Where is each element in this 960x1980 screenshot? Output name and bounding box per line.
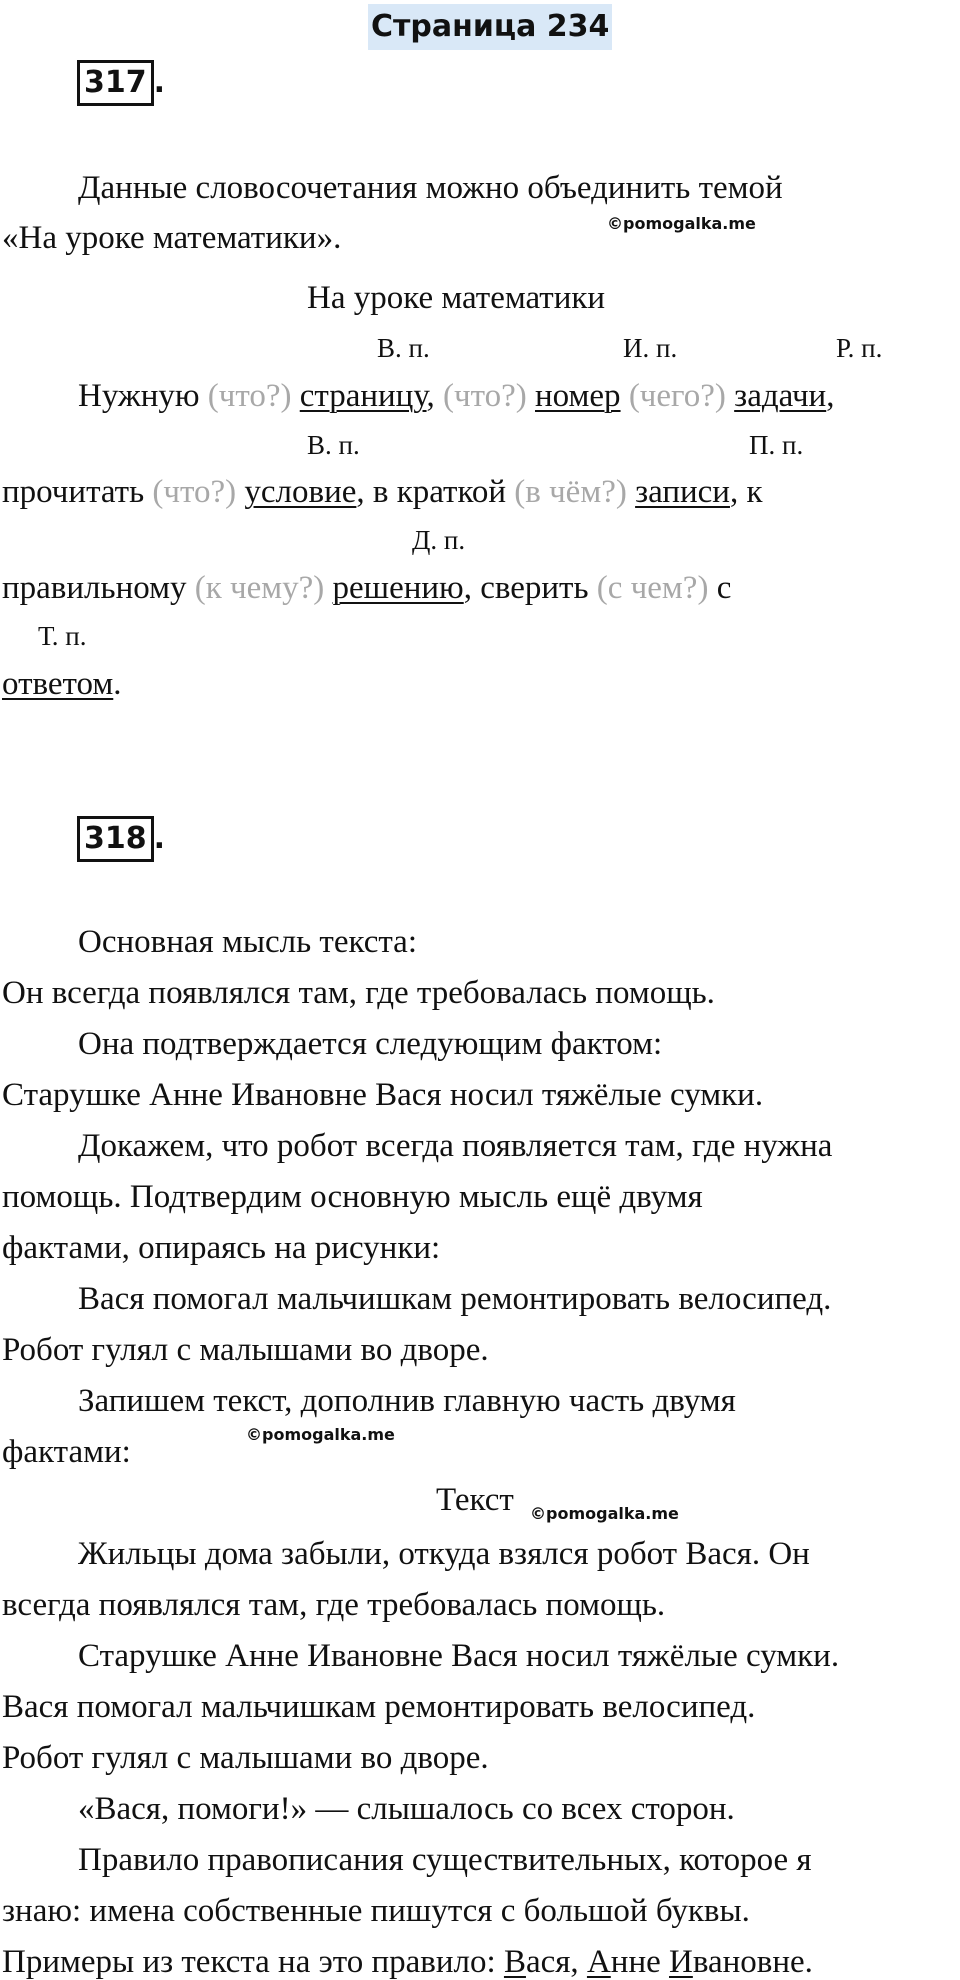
text-line: Вася помогал мальчишкам ремонтировать велосипед. [2, 1689, 756, 1725]
question-hint: (что?) [207, 378, 300, 414]
text-heading: Текст [436, 1482, 514, 1518]
examples-line: Примеры из текста на это правило: Вася, Анне Ивановне. [2, 1944, 813, 1980]
watermark: ©pomogalka.me [607, 214, 756, 233]
question-hint: (что?) [152, 474, 245, 510]
ex318-line: фактами, опираясь на рисунки: [2, 1230, 441, 1266]
text-line: Правило правописания существительных, которое я [78, 1842, 812, 1878]
text-line: знаю: имена собственные пишутся с большой буквы. [2, 1893, 750, 1929]
case-label: И. п. [623, 333, 678, 363]
ex317-line3: правильному (к чему?) решению, сверить (с чем?) с [2, 570, 732, 606]
question-hint: (что?) [443, 378, 535, 414]
text-line: Робот гулял с малышами во дворе. [2, 1740, 489, 1776]
exercise-318-number: 318 . [77, 816, 165, 862]
question-hint: (к чему?) [194, 570, 333, 606]
noun: условие [244, 474, 357, 510]
ex317-intro-line1: Данные словосочетания можно объединить темой [78, 170, 783, 206]
ex318-line: Основная мысль текста: [78, 924, 417, 960]
ex318-line: Робот гулял с малышами во дворе. [2, 1332, 489, 1368]
noun: решению [332, 570, 464, 606]
ex317-line4: ответом. [2, 666, 122, 702]
ex317-intro-line2: «На уроке математики». [2, 220, 342, 256]
text-line: Жильцы дома забыли, откуда взялся робот Вася. Он [78, 1536, 810, 1572]
question-hint: (чего?) [628, 378, 735, 414]
ex318-line: Старушке Анне Ивановне Вася носил тяжёлые сумки. [2, 1077, 764, 1113]
ex317-line2: прочитать (что?) условие, в краткой (в чём?) записи, к [2, 474, 763, 510]
question-hint: (с чем?) [596, 570, 717, 606]
watermark: ©pomogalka.me [530, 1504, 679, 1523]
noun: страницу [299, 378, 427, 414]
noun: задачи [734, 378, 827, 414]
case-label: В. п. [377, 333, 430, 363]
ex318-line: Запишем текст, дополнив главную часть двумя [78, 1383, 736, 1419]
case-label: Р. п. [836, 333, 883, 363]
text-line: «Вася, помоги!» — слышалось со всех сторон. [78, 1791, 735, 1827]
watermark: ©pomogalka.me [246, 1425, 395, 1444]
case-label: П. п. [749, 430, 804, 460]
case-label: Т. п. [38, 621, 87, 651]
text-line: Старушке Анне Ивановне Вася носил тяжёлые сумки. [78, 1638, 840, 1674]
ex318-line: помощь. Подтвердим основную мысль ещё двумя [2, 1179, 703, 1215]
case-label: Д. п. [412, 525, 466, 555]
noun: номер [535, 378, 621, 414]
capital-initial: А [586, 1944, 611, 1980]
ex318-line: Докажем, что робот всегда появляется там, где нужна [78, 1128, 833, 1164]
page-title: Страница 234 [368, 4, 612, 50]
ex318-line: Вася помогал мальчишкам ремонтировать велосипед. [78, 1281, 832, 1317]
case-label: В. п. [307, 430, 360, 460]
ex318-line: Он всегда появлялся там, где требовалась помощь. [2, 975, 715, 1011]
noun: записи [635, 474, 730, 510]
ex317-subtitle: На уроке математики [307, 280, 606, 316]
question-hint: (в чём?) [514, 474, 636, 510]
capital-initial: И [669, 1944, 693, 1980]
ex317-line1: Нужную (что?) страницу, (что?) номер (чего?) задачи, [78, 378, 835, 414]
exercise-317-number: 317 . [77, 60, 165, 106]
ex318-line: фактами: [2, 1434, 131, 1470]
capital-initial: В [503, 1944, 526, 1980]
ex318-line: Она подтверждается следующим фактом: [78, 1026, 663, 1062]
noun: ответом [2, 666, 114, 702]
text-line: всегда появлялся там, где требовалась помощь. [2, 1587, 666, 1623]
